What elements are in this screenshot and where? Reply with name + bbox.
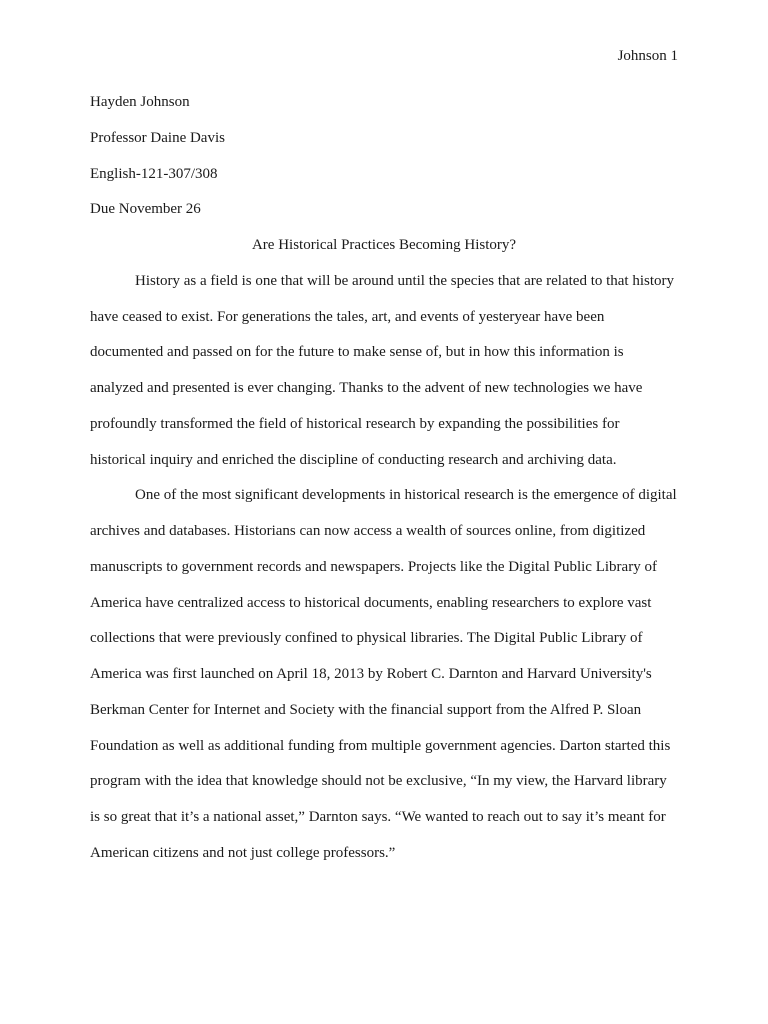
running-head-page-number: Johnson 1 xyxy=(617,48,678,64)
author-name: Hayden Johnson xyxy=(90,94,190,110)
due-date: Due November 26 xyxy=(90,201,201,218)
instructor-name: Professor Daine Davis xyxy=(90,129,225,146)
paragraph-2: One of the most significant developments in historical research is the emergence of digital archives and databases. Historians can now access a wealth of sources online, from digitized manuscripts to government records and newspapers. Projects like the Digital Public Library of America have centralized access to historical documents, enabling researchers to explore vast collections that were previously confined to physical libraries. The Digital Public Library of America was first launched on April 18, 2013 by Robert C. Darnton and Harvard University's Berkman Center for Internet and Society with the financial support from the Alfred P. Sloan Foundation as well as additional funding from multiple government agencies. Darton started this program with the idea that knowledge should not be exclusive, “In my view, the Harvard library is so great that it’s a national asset,” Darnton says. “We wanted to reach out to say it’s meant for American citizens and not just college professors.” xyxy=(90,487,677,861)
paragraph-1: History as a field is one that will be around until the species that are related to that history have ceased to exist. For generations the tales, art, and events of yesteryear have been documented and passed on for the future to make sense of, but in how this information is analyzed and presented is ever changing. Thanks to the advent of new technologies we have profoundly transformed the field of historical research by expanding the possibilities for historical inquiry and enriched the discipline of conducting research and archiving data. xyxy=(90,272,675,468)
course-code: English-121-307/308 xyxy=(90,165,218,182)
document-body xyxy=(90,85,678,872)
essay-title: Are Historical Practices Becoming History? xyxy=(251,237,517,253)
